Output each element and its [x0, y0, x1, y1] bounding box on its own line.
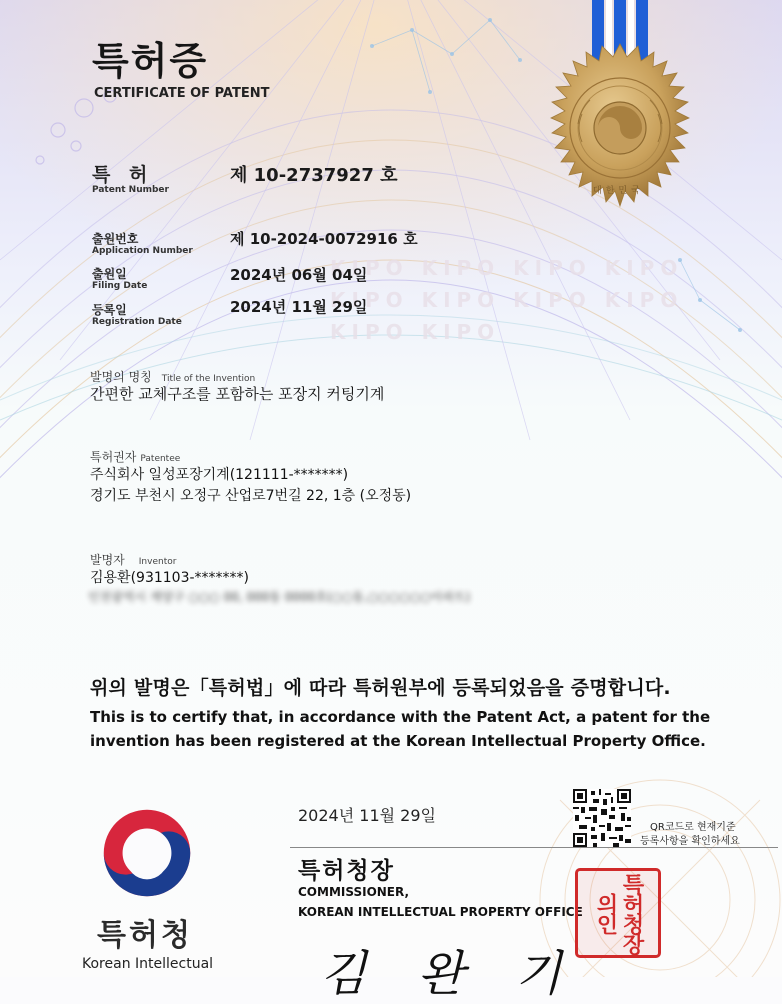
patentee-name: 주식회사 일성포장기계(121111-*******) — [90, 467, 349, 483]
watermark-word: KIPO — [513, 256, 592, 280]
patent-number-value: 제 10-2737927 호 — [230, 165, 398, 186]
filing-date-value: 2024년 06월 04일 — [230, 266, 368, 284]
kipo-taegeuk-logo — [100, 806, 194, 900]
registration-date-label: 등록일 — [92, 303, 127, 317]
commissioner-title-en-line1: COMMISSIONER, — [298, 885, 410, 899]
watermark-word: KIPO — [421, 320, 501, 344]
certificate-title: 특허증 — [92, 39, 209, 83]
certificate-title-en: CERTIFICATE OF PATENT — [94, 86, 270, 101]
application-number-value: 제 10-2024-0072916 호 — [230, 230, 418, 248]
patentee-label-row — [90, 446, 180, 465]
commissioner-signature: 김 완 기 — [320, 946, 580, 1002]
application-number-label: 출원번호 — [92, 232, 139, 246]
issue-date: 2024년 11월 29일 — [298, 806, 436, 825]
watermark-word: KIPO — [330, 256, 409, 280]
filing-date-label-en: Filing Date — [92, 281, 148, 291]
inventor-label-row — [90, 549, 176, 568]
filing-date-label: 출원일 — [92, 267, 127, 281]
invention-label-en: Title of the Invention — [161, 374, 256, 384]
patentee-label-en: Patentee — [140, 454, 181, 464]
declaration-ko: 위의 발명은「특허법」에 따라 특허원부에 등록되었음을 증명합니다. — [90, 677, 671, 699]
kipo-name-ko: 특허청 — [97, 918, 193, 953]
watermark-word: KIPO — [604, 256, 684, 280]
seal-caption: 대한민국 — [593, 186, 644, 196]
qr-note-line1: QR코드로 현재기준 — [650, 822, 736, 833]
registration-date-label-en: Registration Date — [92, 317, 182, 327]
inventor-name: 김용환(931103-*******) — [90, 570, 249, 586]
declaration-en: This is to certify that, in accordance with the Patent Act, a patent for the invention has been registered at the Korean Intellectual Property Office. — [90, 708, 711, 750]
patent-number-label: 특 허 — [92, 164, 154, 186]
stamp-lettering: 특허청장의인 — [593, 873, 644, 953]
patentee-label: 특허권자 — [90, 450, 137, 464]
registration-date-value: 2024년 11월 29일 — [230, 298, 368, 316]
watermark-word: KIPO — [421, 256, 501, 280]
patentee-address: 경기도 부천시 오정구 산업로7번길 22, 1층 (오정동) — [90, 488, 412, 504]
patent-number-label-en: Patent Number — [92, 185, 169, 195]
watermark-word: KIPO — [421, 288, 501, 312]
official-stamp — [575, 868, 661, 958]
inventor-address-redacted: 인천광역시 계양구 ○○○ 00, 000동 0000호(○○동,○○○○○○아파트) — [88, 590, 471, 604]
invention-title: 간편한 교체구조를 포함하는 포장지 커팅기계 — [90, 385, 385, 403]
watermark-word: KIPO — [330, 288, 409, 312]
commissioner-title-en-line2: KOREAN INTELLECTUAL PROPERTY OFFICE — [298, 905, 583, 919]
kipo-watermark — [330, 252, 710, 348]
qr-note-line2: 등록사항을 확인하세요 — [640, 836, 740, 847]
qr-code[interactable] — [573, 789, 631, 847]
watermark-word: KIPO — [513, 288, 592, 312]
commissioner-title: 특허청장 — [298, 858, 395, 884]
kipo-name-en: Korean Intellectual — [82, 956, 214, 972]
watermark-word: KIPO — [330, 320, 409, 344]
application-number-label-en: Application Number — [92, 246, 193, 256]
watermark-word: KIPO — [604, 288, 684, 312]
inventor-label-en: Inventor — [138, 557, 177, 567]
invention-label: 발명의 명칭 — [90, 370, 152, 384]
inventor-label: 발명자 — [90, 553, 125, 567]
signature-divider — [290, 847, 778, 848]
